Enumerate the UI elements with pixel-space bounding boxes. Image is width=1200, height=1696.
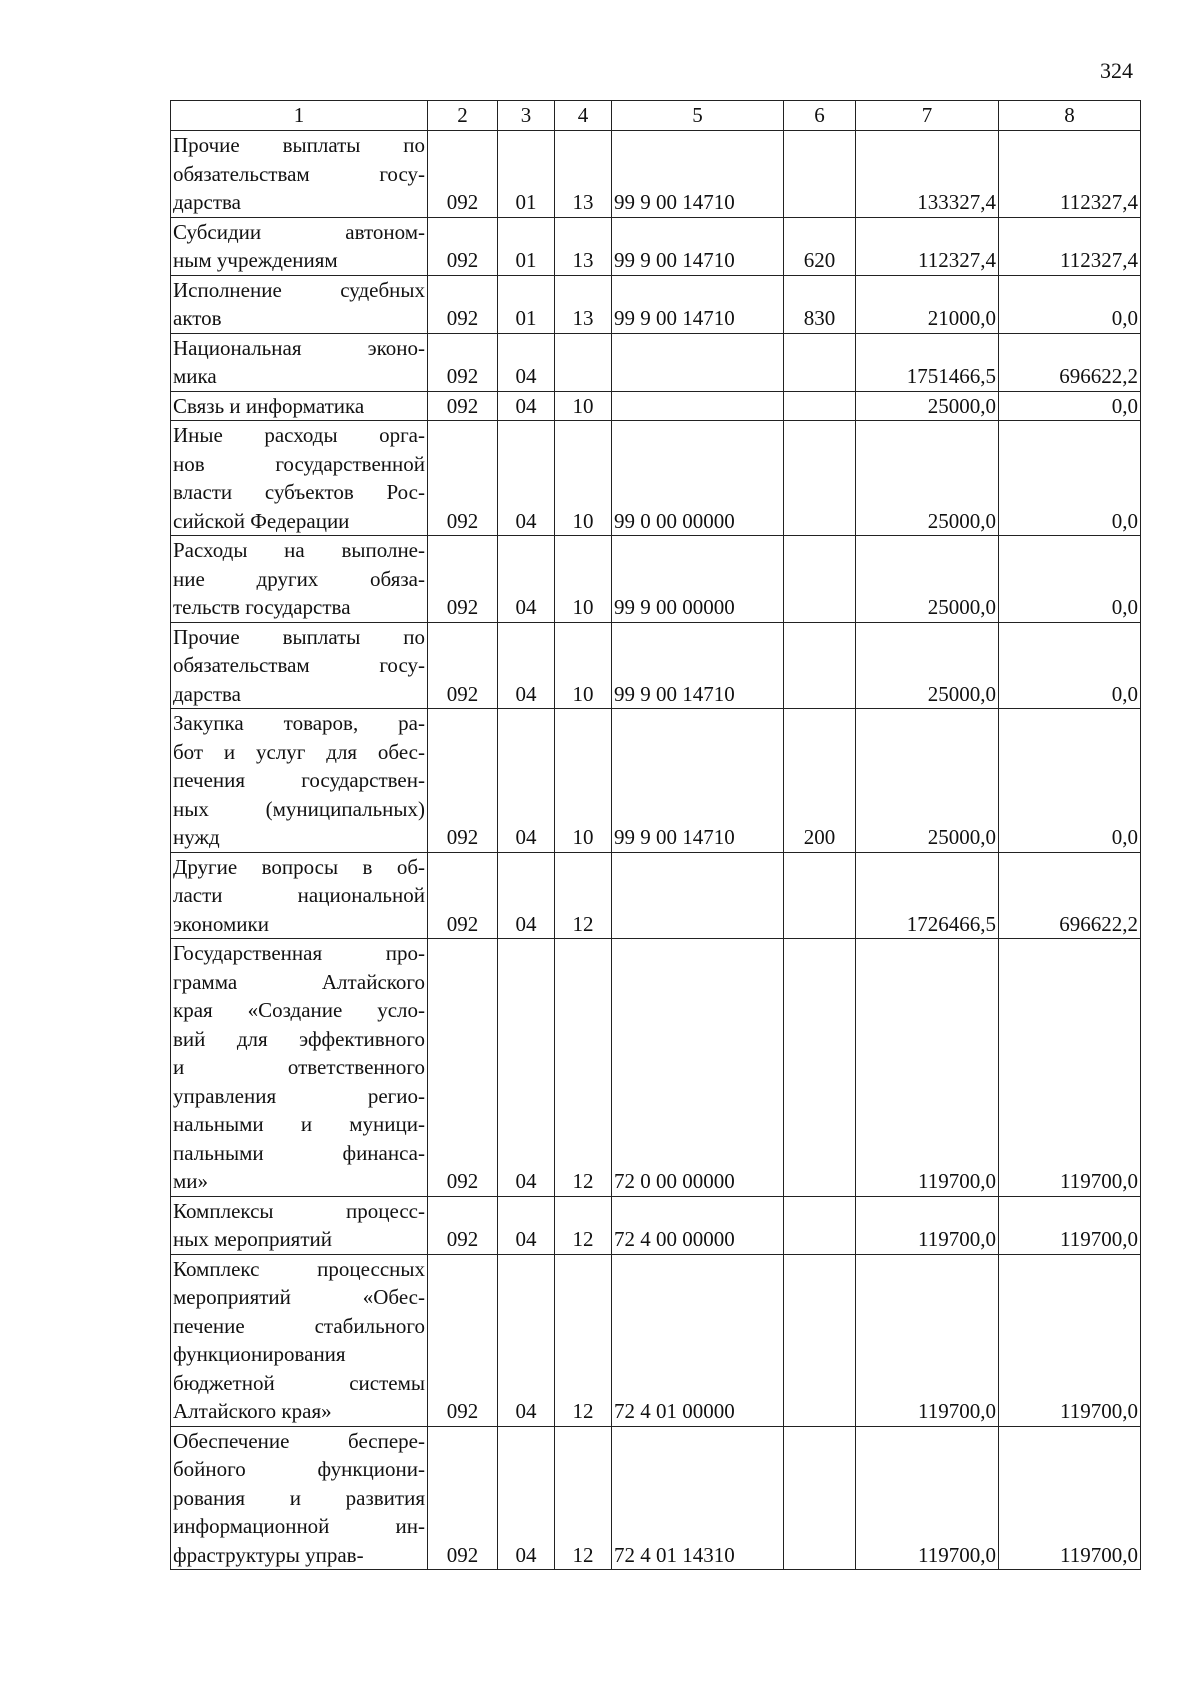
table-row [171, 333, 1141, 391]
expense-type-cell [784, 852, 856, 939]
item-name-line: вий для эффективного [173, 1026, 425, 1051]
budget-table [170, 100, 1141, 1570]
item-name-line: нальными и муници- [173, 1112, 425, 1136]
item-name-line: Обеспечение беспере- [173, 1428, 425, 1453]
header-cell: 1 [171, 101, 428, 131]
expense-type-cell [784, 421, 856, 536]
item-name-line: ласти национальной [173, 883, 425, 907]
header-cell: 7 [856, 101, 999, 131]
ministry-code-cell: 092 [428, 939, 498, 1197]
amount-2025-cell: 119700,0 [999, 1426, 1141, 1570]
expense-type-cell [784, 391, 856, 421]
amount-2024-cell: 1751466,5 [856, 333, 999, 391]
table-row [171, 1254, 1141, 1426]
section-code-cell: 04 [498, 852, 555, 939]
section-code-cell: 04 [498, 391, 555, 421]
ministry-code-cell: 092 [428, 536, 498, 623]
item-name-cell [171, 709, 428, 853]
header-cell: 6 [784, 101, 856, 131]
item-name-cell [171, 622, 428, 709]
subsection-code-cell: 13 [555, 275, 612, 333]
amount-2024-cell: 25000,0 [856, 622, 999, 709]
ministry-code-cell: 092 [428, 1426, 498, 1570]
target-article-cell: 72 4 00 00000 [612, 1196, 784, 1254]
item-name-cell [171, 275, 428, 333]
header-cell: 4 [555, 101, 612, 131]
expense-type-cell [784, 536, 856, 623]
ministry-code-cell: 092 [428, 275, 498, 333]
amount-2024-cell: 112327,4 [856, 217, 999, 275]
ministry-code-cell: 092 [428, 1196, 498, 1254]
item-name-cell [171, 131, 428, 218]
item-name-line: функционирования [173, 1342, 346, 1366]
section-code-cell: 01 [498, 217, 555, 275]
item-name-line: печение стабильного [173, 1313, 425, 1338]
section-code-cell: 04 [498, 333, 555, 391]
amount-2024-cell: 25000,0 [856, 391, 999, 421]
amount-2024-cell: 21000,0 [856, 275, 999, 333]
subsection-code-cell: 10 [555, 421, 612, 536]
target-article-cell [612, 333, 784, 391]
ministry-code-cell: 092 [428, 131, 498, 218]
ministry-code-cell: 092 [428, 333, 498, 391]
amount-2024-cell: 119700,0 [856, 1254, 999, 1426]
amount-2025-cell: 119700,0 [999, 1254, 1141, 1426]
item-name-line: ных мероприятий [173, 1227, 332, 1251]
expense-type-cell [784, 333, 856, 391]
subsection-code-cell: 12 [555, 1426, 612, 1570]
item-name-line: дарства [173, 681, 241, 706]
amount-2025-cell: 0,0 [999, 536, 1141, 623]
section-code-cell: 01 [498, 275, 555, 333]
section-code-cell: 04 [498, 939, 555, 1197]
item-name-line: сийской Федерации [173, 508, 350, 533]
item-name-line: бюджетной системы [173, 1370, 425, 1395]
ministry-code-cell: 092 [428, 391, 498, 421]
item-name-line: тельств государства [173, 595, 351, 619]
amount-2024-cell: 25000,0 [856, 421, 999, 536]
item-name-line: бот и услуг для обес- [173, 739, 425, 764]
item-name-line: пальными финанса- [173, 1140, 425, 1165]
section-code-cell: 04 [498, 421, 555, 536]
table-row [171, 536, 1141, 623]
target-article-cell: 99 9 00 14710 [612, 275, 784, 333]
header-cell: 2 [428, 101, 498, 131]
item-name-line: ных (муниципальных) [173, 796, 425, 821]
section-code-cell: 01 [498, 131, 555, 218]
subsection-code-cell: 12 [555, 1196, 612, 1254]
expense-type-cell [784, 622, 856, 709]
table-row [171, 275, 1141, 333]
item-name-cell [171, 939, 428, 1197]
item-name-line: Комплекс процессных [173, 1256, 425, 1281]
target-article-cell [612, 391, 784, 421]
target-article-cell: 99 9 00 14710 [612, 709, 784, 853]
item-name-cell [171, 333, 428, 391]
item-name-line: Субсидии автоном- [173, 219, 425, 244]
item-name-line: информационной ин- [173, 1514, 425, 1538]
amount-2024-cell: 1726466,5 [856, 852, 999, 939]
section-code-cell: 04 [498, 1254, 555, 1426]
subsection-code-cell: 12 [555, 852, 612, 939]
ministry-code-cell: 092 [428, 709, 498, 853]
target-article-cell: 72 4 01 00000 [612, 1254, 784, 1426]
item-name-line: Национальная эконо- [173, 335, 425, 360]
item-name-line: бойного функциони- [173, 1457, 425, 1481]
item-name-line: Государственная про- [173, 941, 425, 965]
item-name-line: Прочие выплаты по [173, 133, 425, 157]
section-code-cell: 04 [498, 1426, 555, 1570]
amount-2024-cell: 119700,0 [856, 1196, 999, 1254]
table-row [171, 852, 1141, 939]
expense-type-cell [784, 939, 856, 1197]
item-name-line: Прочие выплаты по [173, 624, 425, 649]
item-name-line: Иные расходы орга- [173, 423, 425, 447]
subsection-code-cell: 13 [555, 131, 612, 218]
subsection-code-cell: 10 [555, 391, 612, 421]
item-name-line: Комплексы процесс- [173, 1198, 425, 1223]
amount-2024-cell: 119700,0 [856, 1426, 999, 1570]
item-name-line: фраструктуры управ- [173, 1542, 364, 1567]
subsection-code-cell: 10 [555, 536, 612, 623]
ministry-code-cell: 092 [428, 852, 498, 939]
section-code-cell: 04 [498, 1196, 555, 1254]
ministry-code-cell: 092 [428, 421, 498, 536]
amount-2024-cell: 119700,0 [856, 939, 999, 1197]
item-name-line: печения государствен- [173, 768, 425, 792]
expense-type-cell [784, 1426, 856, 1570]
table-row [171, 939, 1141, 1197]
target-article-cell: 99 0 00 00000 [612, 421, 784, 536]
table-row [171, 1426, 1141, 1570]
item-name-cell [171, 852, 428, 939]
expense-type-cell [784, 131, 856, 218]
amount-2025-cell: 696622,2 [999, 333, 1141, 391]
item-name-line: обязательствам госу- [173, 161, 425, 186]
target-article-cell: 99 9 00 14710 [612, 622, 784, 709]
expense-type-cell: 830 [784, 275, 856, 333]
expense-type-cell [784, 1254, 856, 1426]
amount-2025-cell: 112327,4 [999, 217, 1141, 275]
section-code-cell: 04 [498, 536, 555, 623]
section-code-cell: 04 [498, 622, 555, 709]
item-name-line: ным учреждениям [173, 248, 338, 272]
item-name-line: актов [173, 306, 222, 330]
ministry-code-cell: 092 [428, 1254, 498, 1426]
item-name-line: мика [173, 364, 217, 388]
amount-2024-cell: 25000,0 [856, 536, 999, 623]
table-row [171, 421, 1141, 536]
amount-2025-cell: 0,0 [999, 709, 1141, 853]
target-article-cell: 99 9 00 14710 [612, 131, 784, 218]
table-row [171, 391, 1141, 421]
header-cell: 3 [498, 101, 555, 131]
item-name-cell [171, 1254, 428, 1426]
header-cell: 8 [999, 101, 1141, 131]
table-row [171, 1196, 1141, 1254]
item-name-line: Расходы на выполне- [173, 538, 425, 562]
item-name-line: Алтайского края» [173, 1399, 332, 1423]
table-row [171, 709, 1141, 853]
item-name-line: ми» [173, 1169, 209, 1193]
item-name-cell [171, 1196, 428, 1254]
item-name-line: обязательствам госу- [173, 653, 425, 677]
target-article-cell [612, 852, 784, 939]
amount-2025-cell: 0,0 [999, 391, 1141, 421]
amount-2025-cell: 112327,4 [999, 131, 1141, 218]
item-name-cell [171, 421, 428, 536]
item-name-line: управления регио- [173, 1083, 425, 1108]
item-name-line: Другие вопросы в об- [173, 854, 425, 879]
expense-type-cell [784, 1196, 856, 1254]
table-row [171, 622, 1141, 709]
item-name-line: Связь и информатика [173, 393, 365, 418]
amount-2025-cell: 0,0 [999, 622, 1141, 709]
item-name-line: экономики [173, 911, 269, 936]
amount-2025-cell: 0,0 [999, 421, 1141, 536]
item-name-line: Исполнение судебных [173, 277, 425, 302]
subsection-code-cell: 10 [555, 709, 612, 853]
expense-type-cell: 200 [784, 709, 856, 853]
ministry-code-cell: 092 [428, 622, 498, 709]
target-article-cell: 72 4 01 14310 [612, 1426, 784, 1570]
amount-2024-cell: 25000,0 [856, 709, 999, 853]
item-name-line: нужд [173, 825, 220, 849]
item-name-cell [171, 391, 428, 421]
amount-2025-cell: 119700,0 [999, 939, 1141, 1197]
table-row [171, 131, 1141, 218]
item-name-line: Закупка товаров, ра- [173, 711, 425, 735]
item-name-cell [171, 1426, 428, 1570]
item-name-line: края «Создание усло- [173, 998, 425, 1022]
item-name-line: дарства [173, 190, 241, 214]
subsection-code-cell: 10 [555, 622, 612, 709]
item-name-line: ние других обяза- [173, 566, 425, 591]
item-name-line: и ответственного [173, 1055, 425, 1079]
subsection-code-cell: 13 [555, 217, 612, 275]
page-number: 324 [1100, 58, 1133, 83]
amount-2024-cell: 133327,4 [856, 131, 999, 218]
table-header-row [171, 101, 1141, 131]
ministry-code-cell: 092 [428, 217, 498, 275]
subsection-code-cell: 12 [555, 939, 612, 1197]
item-name-line: рования и развития [173, 1485, 425, 1510]
target-article-cell: 72 0 00 00000 [612, 939, 784, 1197]
item-name-line: власти субъектов Рос- [173, 480, 425, 504]
table-row [171, 217, 1141, 275]
section-code-cell: 04 [498, 709, 555, 853]
amount-2025-cell: 119700,0 [999, 1196, 1141, 1254]
item-name-line: грамма Алтайского [173, 969, 425, 994]
item-name-cell [171, 536, 428, 623]
subsection-code-cell [555, 333, 612, 391]
item-name-cell [171, 217, 428, 275]
header-cell: 5 [612, 101, 784, 131]
amount-2025-cell: 0,0 [999, 275, 1141, 333]
item-name-line: мероприятий «Обес- [173, 1285, 425, 1309]
target-article-cell: 99 9 00 14710 [612, 217, 784, 275]
expense-type-cell: 620 [784, 217, 856, 275]
item-name-line: нов государственной [173, 451, 425, 476]
amount-2025-cell: 696622,2 [999, 852, 1141, 939]
subsection-code-cell: 12 [555, 1254, 612, 1426]
target-article-cell: 99 9 00 00000 [612, 536, 784, 623]
